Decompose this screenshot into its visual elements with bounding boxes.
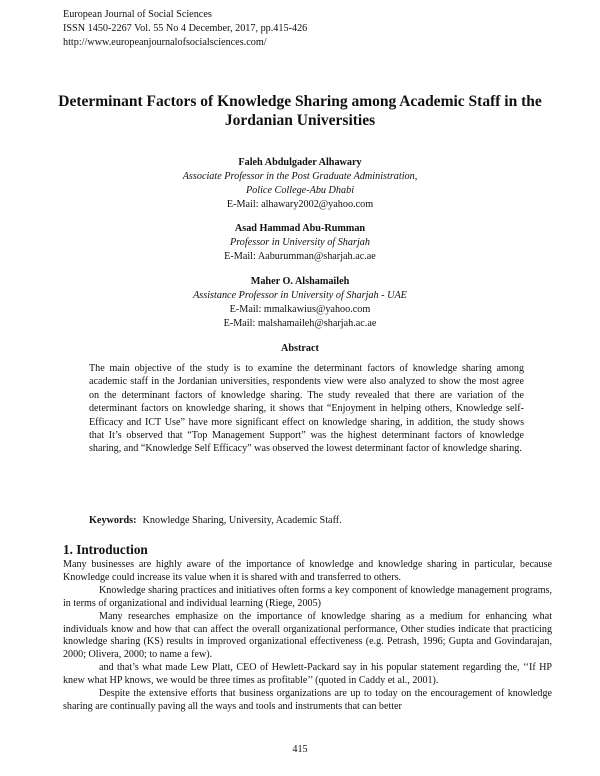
paragraph: Many businesses are highly aware of the importance of knowledge and knowledge sharing in particular, because Knowledge could increase its value when it is shared with and transferred to others. [63,559,552,583]
paper-title: Determinant Factors of Knowledge Sharing among Academic Staff in the Jordanian Universities [58,93,542,129]
author-email[interactable]: E-Mail: malshamaileh@sharjah.ac.ae [223,318,377,329]
author-email[interactable]: E-Mail: Aaburumman@sharjah.ac.ae [224,251,376,262]
journal-url[interactable]: http://www.europeanjournalofsocialsciences.com/ [63,37,267,48]
page-number: 415 [292,744,308,755]
paragraph: Many researches emphasize on the importance of knowledge sharing as a medium for enhancing what individuals know and how that can affect the overall organizational performance, Other studies indicate that practicing knowledge sharing (KS) results in improved organizational effectiveness (e.g. Petrash, 1996; Gupta and Govindarajan, 2000; Olivera, 2000; to name a few). [63,610,552,661]
journal-name: European Journal of Social Sciences [63,9,212,20]
section-heading: 1. Introduction [63,542,148,557]
introduction-body [63,559,552,714]
keywords-label: Keywords: [89,515,137,526]
journal-header [63,8,307,50]
author-name: Maher O. Alshamaileh [250,276,350,287]
author-affiliation: Police College-Abu Dhabi [245,185,355,196]
keywords-line [89,515,342,526]
author-name: Faleh Abdulgader Alhawary [238,157,362,168]
author-affiliation: Assistance Professor in University of Sharjah - UAE [193,290,407,301]
abstract-text: The main objective of the study is to examine the determinant factors of knowledge sharing among academic staff in the Jordanian universities, respondents view were also analyzed to show the most agree on the determinant factors of knowledge sharing. The study revealed that there are variation of the determinant factors on knowledge sharing, it shows that “Enjoyment in helping others, Knowledge self-Efficacy and ICT Use” have more significant effect on knowledge sharing, in addition, the study shows that It’s observed that “Top Management Support” was the highest determinant factors of knowledge sharing, and “Knowledge Self Efficacy” was observed the lowest determinant factor of knowledge sharing. [89,363,524,455]
author-affiliation: Professor in University of Sharjah [230,237,370,248]
author-affiliation: Associate Professor in the Post Graduate Administration, [182,171,418,182]
paragraph: Despite the extensive efforts that business organizations are up to today on the encouragement of knowledge sharing are continually paving all the ways and tools and instruments that can better [63,688,552,712]
author-block-2 [40,222,560,264]
author-block-3 [40,275,560,331]
paragraph: Knowledge sharing practices and initiatives often forms a key component of knowledge management programs, in terms of organizational and individual learning (Riege, 2005) [63,584,552,609]
paragraph: and that’s what made Lew Platt, CEO of Hewlett-Packard say in his popular statement regarding the, ‘‘If HP knew what HP knows, we would be three times as profitable’’ (quoted in Caddy et al., 2001). [63,662,552,687]
author-email[interactable]: E-Mail: alhawary2002@yahoo.com [226,199,374,210]
author-email[interactable]: E-Mail: mmalkawius@yahoo.com [229,304,371,315]
author-name: Asad Hammad Abu-Rumman [234,223,366,234]
author-block-1 [40,156,560,212]
abstract-heading: Abstract [281,343,319,354]
journal-issue: ISSN 1450-2267 Vol. 55 No 4 December, 2017, pp.415-426 [63,23,308,34]
keywords-text: Knowledge Sharing, University, Academic Staff. [142,515,342,526]
